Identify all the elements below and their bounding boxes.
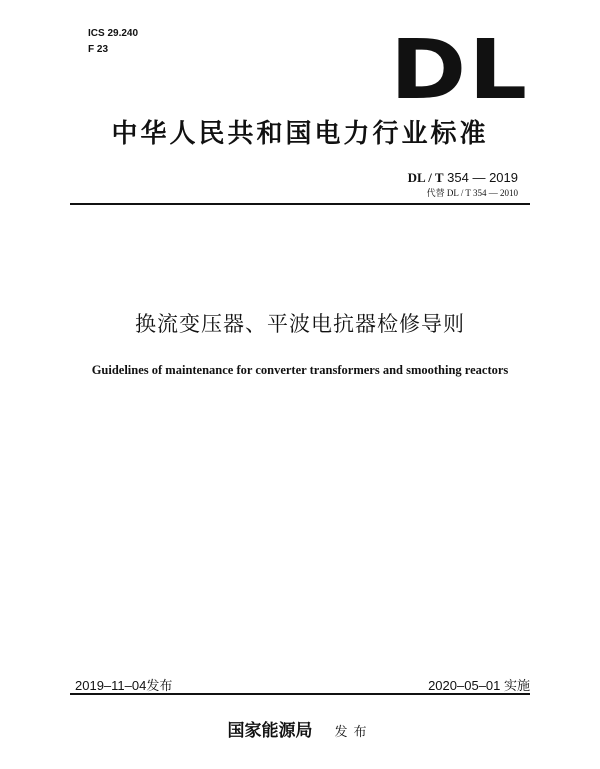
- implementation-date: 2020–05–01 实施: [428, 678, 530, 693]
- top-divider: [70, 203, 530, 205]
- ics-code: ICS 29.240: [88, 28, 139, 39]
- standard-number: [408, 170, 518, 186]
- issuer-name: 国家能源局: [227, 721, 313, 741]
- document-title-chinese: 换流变压器、平波电抗器检修导则: [135, 312, 465, 336]
- classification-code: F 23: [88, 44, 109, 55]
- standard-prefix: DL / T: [407, 170, 444, 185]
- issuer: [0, 716, 600, 741]
- document-title-english: Guidelines of maintenance for converter transformers and smoothing reactors: [91, 363, 509, 377]
- standard-category-title: 中华人民共和国电力行业标准: [111, 119, 489, 149]
- issue-date: 2019–11–04发布: [75, 678, 173, 693]
- replaces-note: 代替 DL / T 354 — 2010: [426, 188, 518, 198]
- issuer-verb: 发布: [334, 725, 373, 740]
- standard-number-value: 354 — 2019: [447, 170, 518, 185]
- dl-logo: DL: [390, 23, 530, 118]
- bottom-divider: [70, 693, 530, 695]
